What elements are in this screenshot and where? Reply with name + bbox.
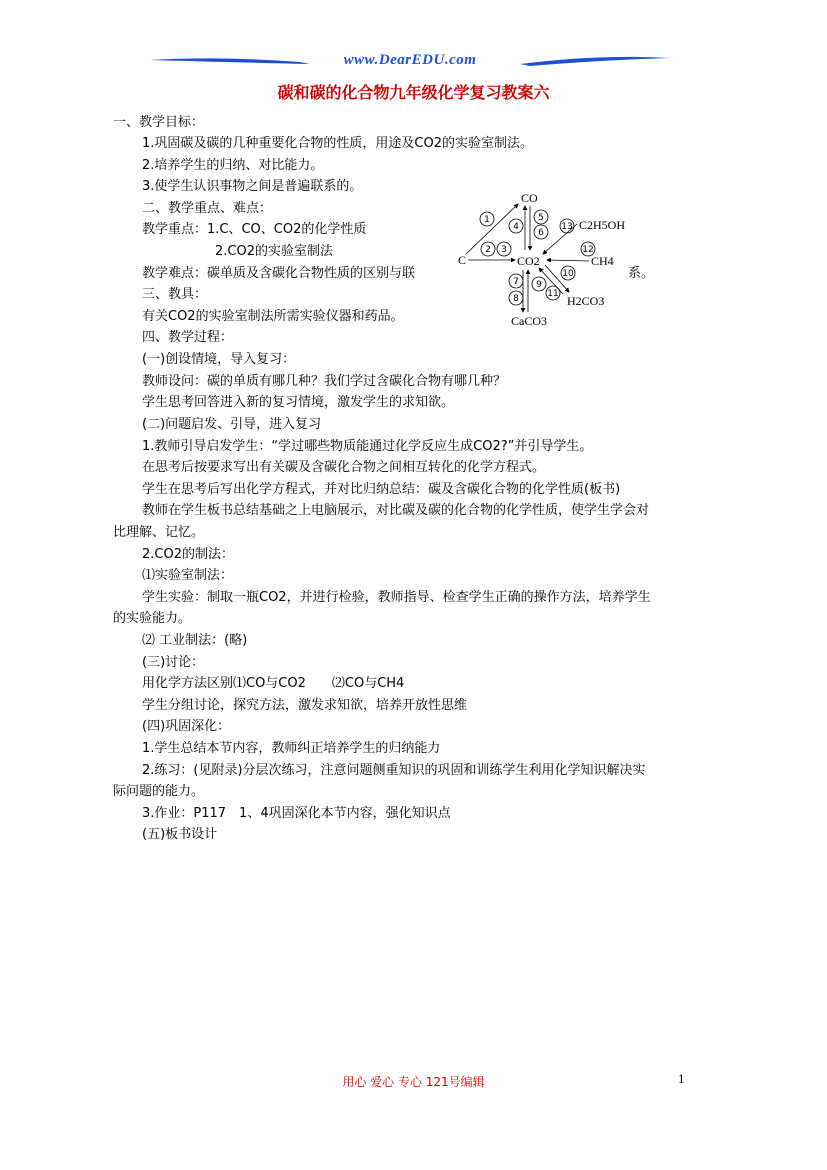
- section-heading: 一、教学目标：: [113, 115, 205, 130]
- text-line: 2.练习：(见附录)分层次练习，注意问题侧重知识的巩固和训练学生利用化学知识解决实: [142, 763, 646, 778]
- circle-number-13: [560, 219, 574, 233]
- footer-text: 用心 爱心 专心 121号编辑: [342, 1075, 485, 1089]
- svg-text:9: 9: [536, 280, 542, 290]
- svg-text:8: 8: [513, 294, 519, 304]
- subsection-heading: (五)板书设计: [142, 827, 218, 842]
- text-line: 1.教师引导启发学生：“学过哪些物质能通过化学反应生成CO2?”并引导学生。: [142, 439, 593, 454]
- subsection-heading: (一)创设情境，导入复习：: [142, 352, 296, 367]
- label-c: C: [458, 253, 467, 267]
- text-line: 教学重点：1.C、CO、CO2的化学性质: [142, 222, 367, 237]
- text-line: 1.巩固碳及碳的几种重要化合物的性质，用途及CO2的实验室制法。: [142, 136, 533, 151]
- svg-text:10: 10: [562, 269, 574, 279]
- text-line: 1.学生总结本节内容，教师纠正培养学生的归纳能力: [142, 741, 441, 756]
- svg-text:5: 5: [538, 213, 544, 223]
- page-number: 1: [678, 1071, 685, 1086]
- label-co: CO: [521, 191, 538, 205]
- text-line: 教师设问：碳的单质有哪几种？我们学过含碳化合物有哪几种？: [142, 374, 507, 389]
- document-title: 碳和碳的化合物九年级化学复习教案六: [277, 83, 550, 102]
- text-line: 际问题的能力。: [113, 784, 205, 799]
- svg-text:12: 12: [582, 245, 594, 255]
- circle-number-11: [546, 286, 560, 300]
- section-heading: 二、教学重点、难点：: [142, 201, 273, 216]
- subsection-heading: (二)问题启发、引导，进入复习: [142, 417, 322, 432]
- text-line: 比理解、记忆。: [113, 525, 205, 540]
- subsection-heading: (四)巩固深化：: [142, 719, 231, 734]
- text-line: 教学难点：碳单质及含碳化合物性质的区别与联: [142, 266, 416, 281]
- text-line: 3.作业：P117 1、4巩固深化本节内容，强化知识点: [142, 806, 451, 821]
- svg-text:3: 3: [501, 245, 507, 255]
- circle-number-6: [534, 225, 548, 239]
- text-line: 系。: [628, 266, 655, 281]
- svg-text:13: 13: [561, 222, 573, 232]
- text-line: 2.培养学生的归纳、对比能力。: [142, 158, 324, 173]
- text-line: 3.使学生认识事物之间是普遍联系的。: [142, 179, 363, 194]
- label-caco3: CaCO3: [511, 314, 547, 328]
- text-line: ⑴实验室制法：: [142, 568, 234, 583]
- label-ch4: CH4: [591, 254, 614, 268]
- label-h2co3: H2CO3: [567, 294, 605, 308]
- label-c2h5oh: C2H5OH: [579, 218, 625, 232]
- subsection-heading: (三)讨论：: [142, 655, 205, 670]
- svg-text:6: 6: [538, 228, 544, 238]
- svg-text:11: 11: [547, 289, 559, 299]
- text-line: 教师在学生板书总结基础之上电脑展示，对比碳及碳的化合物的化学性质，使学生学会对: [142, 503, 650, 518]
- text-line: 学生思考回答进入新的复习情境，激发学生的求知欲。: [142, 395, 455, 410]
- svg-text:1: 1: [484, 215, 490, 225]
- label-co2: CO2: [517, 254, 540, 268]
- circle-number-12: [581, 242, 595, 256]
- circle-number-3: [497, 242, 511, 256]
- text-line: 2.CO2的制法：: [142, 547, 234, 562]
- svg-text:7: 7: [513, 277, 519, 287]
- circle-number-10: [561, 266, 575, 280]
- text-line: ⑵ 工业制法：(略): [142, 633, 248, 648]
- text-line: 学生在思考后写出化学方程式，并对比归纳总结：碳及含碳化合物的化学性质(板书): [142, 482, 621, 497]
- circle-number-2: [481, 242, 495, 256]
- circle-number-9: [532, 277, 546, 291]
- text-line: 的实验能力。: [113, 611, 192, 626]
- header-banner: [150, 50, 670, 80]
- svg-text:4: 4: [513, 222, 519, 232]
- text-line: 学生实验：制取一瓶CO2，并进行检验，教师指导、检查学生正确的操作方法，培养学生: [142, 590, 651, 605]
- text-line: 学生分组讨论，探究方法，激发求知欲，培养开放性思维: [142, 698, 468, 713]
- circle-number-4: [509, 219, 523, 233]
- circle-number-8: [509, 291, 523, 305]
- text-line: 2.CO2的实验室制法: [215, 244, 333, 259]
- section-heading: 三、教具：: [142, 287, 208, 302]
- text-line: 在思考后按要求写出有关碳及含碳化合物之间相互转化的化学方程式。: [142, 460, 546, 475]
- svg-text:2: 2: [485, 245, 491, 255]
- circle-number-5: [534, 210, 548, 224]
- circle-number-7: [509, 274, 523, 288]
- carbon-relation-diagram: [455, 188, 625, 330]
- site-url: www.DearEDU.com: [343, 52, 477, 68]
- section-heading: 四、教学过程：: [142, 330, 234, 345]
- text-line: 有关CO2的实验室制法所需实验仪器和药品。: [142, 309, 404, 324]
- text-line: 用化学方法区别⑴CO与CO2 ⑵CO与CH4: [142, 676, 405, 691]
- circle-number-1: [480, 212, 494, 226]
